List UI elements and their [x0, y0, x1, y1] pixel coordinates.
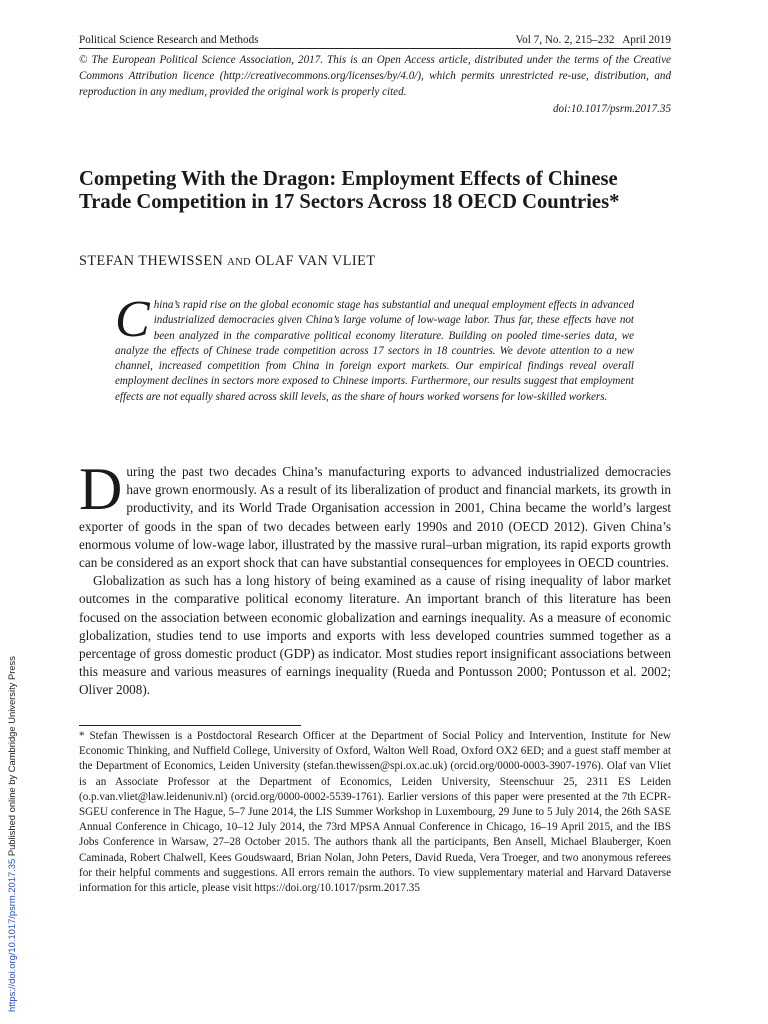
- article-title: Competing With the Dragon: Employment Effects of Chinese Trade Competition in 17 Sectors Across 18 OECD Countries*: [79, 168, 620, 213]
- author-line: [79, 253, 671, 270]
- issue-info: Vol 7, No. 2, 215–232 April 2019: [515, 34, 671, 46]
- footnote-rule: [79, 725, 301, 726]
- author-2: OLAF VAN VLIET: [254, 253, 376, 269]
- side-publication-note: [6, 656, 17, 1012]
- author-footnote: * Stefan Thewissen is a Postdoctoral Research Officer at the Department of Social Policy and Intervention, Institute for New Economic Thinking, and Nuffield College, University of Oxford, Walton Well Road, Oxford OX2 6ED; and a guest staff member at the Department of Economics, Leiden University (stefan.thewissen@spi.ox.ac.uk) (orcid.org/0000-0003-3907-1976). Olaf van Vliet is an Associate Professor at the Department of Economics, Leiden University, Steenschuur 25, 2311 ES Leiden (o.p.van.vliet@law.leidenuniv.nl) (orcid.org/0000-0002-5539-1761). Earlier versions of this paper were presented at the 7th ECPR-SGEU conference in The Hague, 5–7 June 2014, the LIS Summer Workshop in Luxembourg, 29 June to 5 July 2014, the 26th SASE Annual Conference in Chicago, 10–12 July 2014, the 73rd MPSA Annual Conference in Chicago, 16–19 April 2015, and the IBS Jobs Conference in Warsaw, 27–28 October 2015. The authors thank all the participants, Ben Ansell, Michael Blauberger, Koen Caminada, Robert Chalwell, Kees Goudswaard, Brian Nolan, John Peters, David Rueda, Vera Troeger, and two anonymous referees for their helpful comments and suggestions. All errors remain the authors. To view supplementary material and Harvard Dataverse information for this article, please visit https://doi.org/10.1017/psrm.2017.35: [79, 730, 671, 895]
- journal-name: Political Science Research and Methods: [79, 34, 259, 46]
- abstract-dropcap: C: [115, 291, 150, 348]
- copyright-notice: [79, 52, 671, 117]
- body-text: [79, 456, 671, 700]
- side-publisher-text: Published online by Cambridge University Press: [6, 656, 17, 859]
- side-doi-link[interactable]: https://doi.org/10.1017/psrm.2017.35: [6, 858, 17, 1012]
- article-doi: doi:10.1017/psrm.2017.35: [552, 102, 671, 115]
- body-paragraph-1: [79, 456, 671, 572]
- author-1: STEFAN THEWISSEN: [79, 253, 224, 269]
- author-conjunction: AND: [227, 257, 251, 268]
- body-paragraph-1-text: uring the past two decades China’s manufacturing exports to advanced industrialized democracies have grown enormously. As a result of its liberalization of product and financial markets, its growth in productivity, and its World Trade Organisation accession in 2001, China became the world’s largest exporter of goods in the span of two decades between early 1990s and 2010 (OECD 2012). Given China’s enormous volume of low-wage labor, illustrated by the massive rural–urban migration, its rapid exports growth can be considered as an export shock that can have substantial consequences for employees in OECD countries.: [79, 464, 671, 571]
- abstract-text: hina’s rapid rise on the global economic stage has substantial and unequal employment effects in advanced industrialized democracies given China’s large volume of low-wage labor. Thus far, these effects have not been analyzed in the comparative political economy literature. Building on pooled time-series data, we analyze the effects of Chinese trade competition across 17 sectors in 18 countries. We devote attention to a new channel, increased competition from China in foreign export markets. Our empirical findings reveal overall employment declines in sectors more exposed to Chinese imports. Furthermore, our results suggest that employment effects are not equally shared across skill levels, as the share of hours worked worsens for low-skilled workers.: [115, 299, 634, 403]
- running-head: [79, 33, 671, 49]
- abstract: [115, 291, 634, 405]
- body-dropcap: D: [79, 456, 123, 522]
- copyright-text: © The European Political Science Association, 2017. This is an Open Access article, distributed under the terms of the Creative Commons Attribution licence (http://creativecommons.org/licenses/by/4.0/), which permits unrestricted re-use, distribution, and reproduction in any medium, provided the original work is properly cited.: [79, 54, 671, 99]
- body-paragraph-2: Globalization as such has a long history of being examined as a cause of rising inequality of labor market outcomes in the comparative political economy literature. An important branch of this literature has been focused on the association between economic globalization and earnings inequality. As a measure of economic globalization, studies tend to use imports and exports with less developed countries summed together as a percentage of gross domestic product (GDP) as indicator. Most studies report insignificant associations between this measure and various measures of earnings inequality (Rueda and Pontusson 2000; Pontusson et al. 2002; Oliver 2008).: [79, 573, 671, 698]
